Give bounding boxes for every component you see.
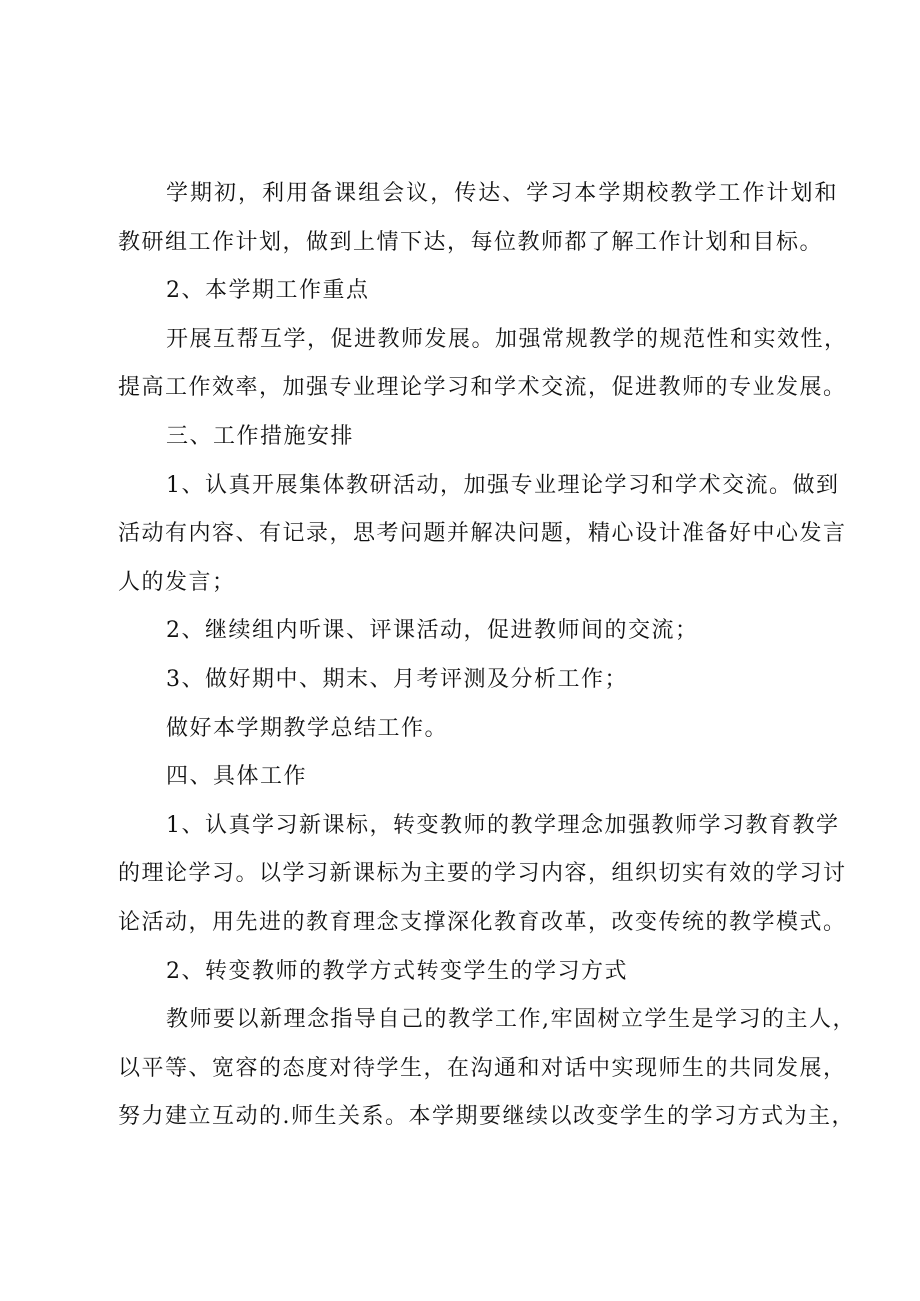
section-heading: 2、本学期工作重点 bbox=[166, 278, 370, 304]
section-heading: 四、具体工作 bbox=[166, 764, 308, 790]
section-heading: 三、工作措施安排 bbox=[166, 423, 355, 449]
paragraph-line: 教师要以新理念指导自己的教学工作,牢固树立学生是学习的主人， bbox=[166, 1007, 856, 1033]
document-body bbox=[118, 170, 856, 1142]
paragraph-line: 提高工作效率，加强专业理论学习和学术交流，促进教师的专业发展。 bbox=[118, 375, 847, 401]
paragraph-line: 开展互帮互学，促进教师发展。加强常规教学的规范性和实效性， bbox=[166, 326, 848, 352]
paragraph-line: 2、继续组内听课、评课活动，促进教师间的交流； bbox=[166, 618, 699, 644]
paragraph-line: 论活动，用先进的教育理念支撑深化教育改革，改变传统的教学模式。 bbox=[118, 909, 847, 935]
paragraph-line: 教研组工作计划，做到上情下达，每位教师都了解工作计划和目标。 bbox=[118, 229, 824, 255]
paragraph-line: 努力建立互动的.师生关系。本学期要继续以改变学生的学习方式为主， bbox=[118, 1104, 855, 1130]
paragraph-line: 3、做好期中、期末、月考评测及分析工作； bbox=[166, 666, 628, 692]
paragraph-line: 1、认真学习新课标，转变教师的教学理念加强教师学习教育教学 bbox=[166, 812, 840, 838]
paragraph-line: 活动有内容、有记录，思考问题并解决问题，精心设计准备好中心发言 bbox=[118, 521, 847, 547]
paragraph-line: 以平等、宽容的态度对待学生，在沟通和对话中实现师生的共同发展， bbox=[118, 1055, 847, 1081]
paragraph-line: 人的发言； bbox=[118, 569, 236, 595]
paragraph-line: 的理论学习。以学习新课标为主要的学习内容，组织切实有效的学习讨 bbox=[118, 861, 847, 887]
section-heading: 2、转变教师的教学方式转变学生的学习方式 bbox=[166, 958, 628, 984]
paragraph-line: 学期初，利用备课组会议，传达、学习本学期校教学工作计划和 bbox=[166, 181, 838, 206]
paragraph-line: 1、认真开展集体教研活动，加强专业理论学习和学术交流。做到 bbox=[166, 472, 840, 498]
paragraph-line: 做好本学期教学总结工作。 bbox=[166, 715, 449, 741]
